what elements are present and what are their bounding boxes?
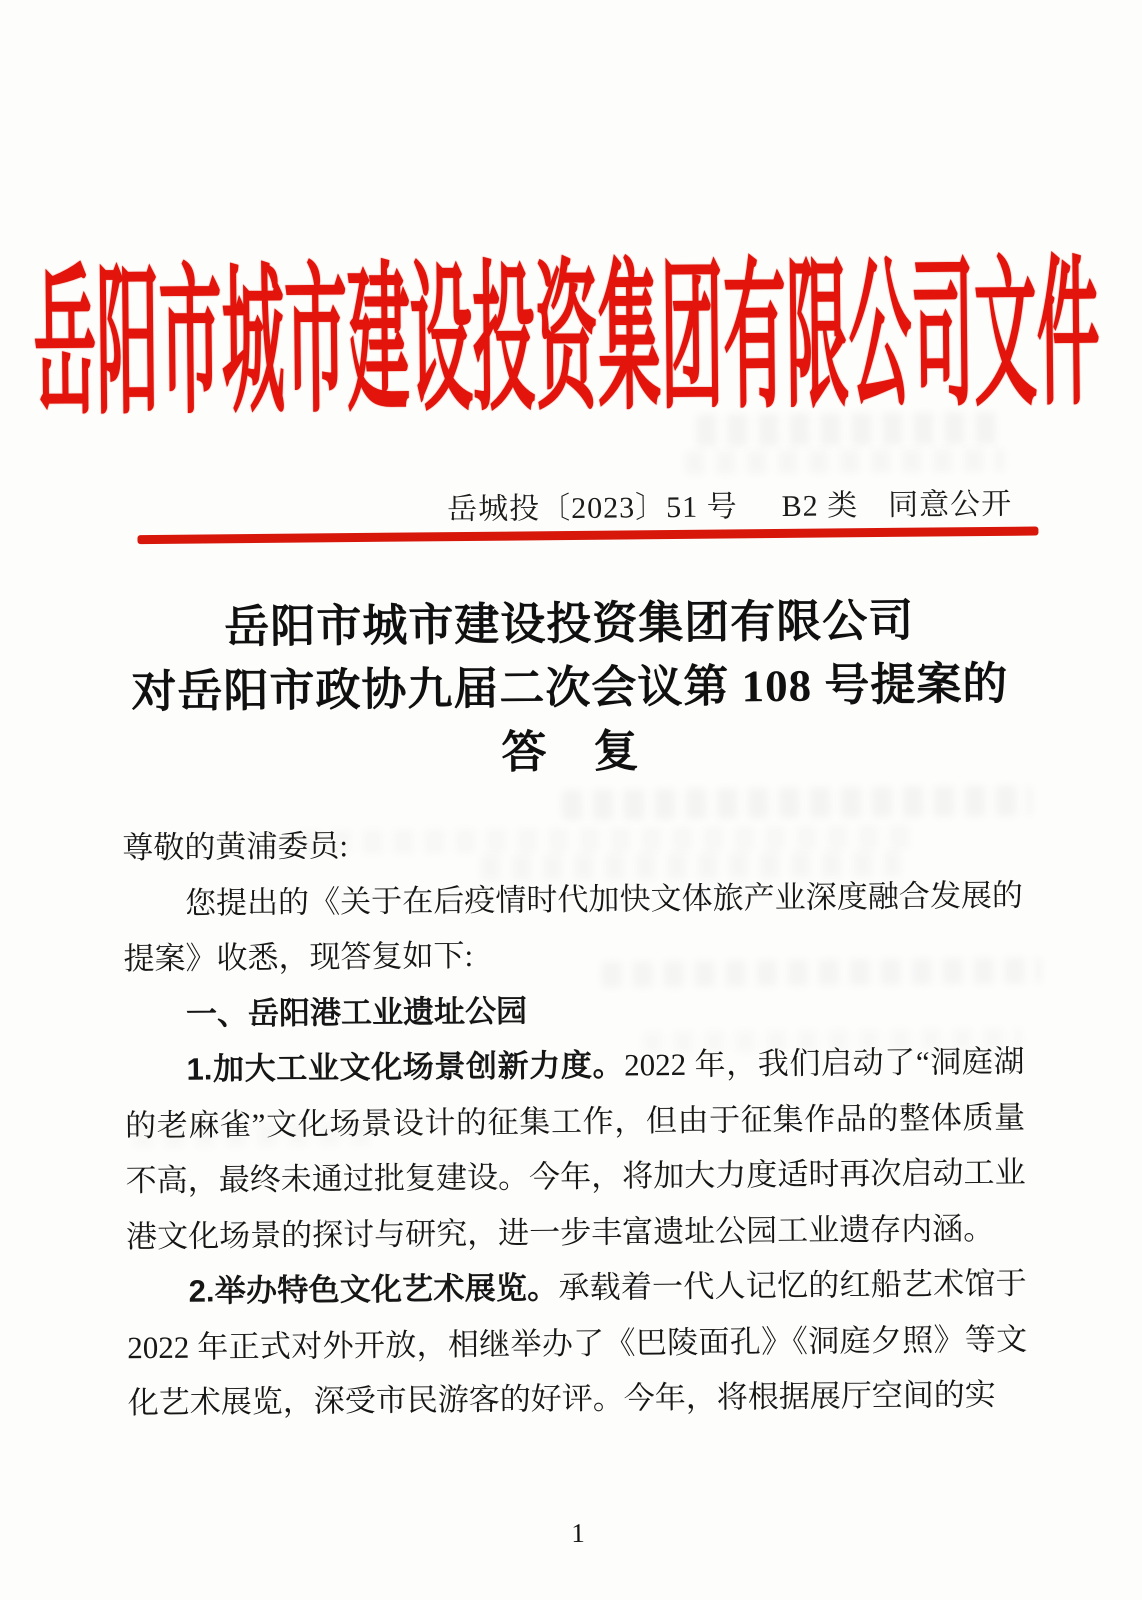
- letterhead-title: 岳阳市城市建设投资集团有限公司文件: [32, 247, 1101, 437]
- document-title-line3: 答 复: [501, 726, 640, 778]
- document-body: [122, 812, 1028, 1431]
- paragraph-item-2-text: 承载着一代人记忆的红船艺术馆于 2022 年正式对外开放，相继举办了《巴陵面孔》《洞庭夕照》等文化艺术展览，深受市民游客的好评。今年，将根据展厅空间的实: [127, 1265, 1028, 1421]
- paragraph-item-1: [124, 1034, 1026, 1265]
- section-heading-1: [124, 978, 1024, 1042]
- document-title-line1: 岳阳市城市建设投资集团有限公司: [224, 595, 915, 653]
- salutation: 尊敬的黄浦委员:: [122, 828, 349, 866]
- red-divider-rule: [137, 527, 1038, 545]
- bleedthrough-artifact: [685, 448, 1005, 475]
- paragraph-item-1-lead: 1.加大工业文化场景创新力度。: [186, 1047, 625, 1087]
- section-heading-1-label: 一、岳阳港工业遗址公园: [185, 992, 528, 1032]
- paragraph-intro-text: 您提出的《关于在后疫情时代加快文体旅产业深度融合发展的提案》收悉，现答复如下:: [123, 877, 1024, 977]
- document-category: B2 类: [781, 489, 859, 523]
- document-number-line: [447, 479, 1012, 528]
- paragraph-item-2: [126, 1256, 1028, 1431]
- publicity-label: 同意公开: [888, 487, 1013, 522]
- document-title: [0, 587, 1142, 790]
- page-number: 1: [571, 1517, 585, 1549]
- paragraph-item-1-text: 2022 年，我们启动了“洞庭湖的老麻雀”文化场景设计的征集工作，但由于征集作品的整体质量不高，最终未通过批复建设。今年，将加大力度适时再次启动工业港文化场景的探讨与研究，进一步丰富遗址公园工业遗存内涵。: [124, 1043, 1026, 1254]
- document-title-line2: 对岳阳市政协九届二次会议第 108 号提案的: [131, 658, 1009, 718]
- paragraph-intro: [123, 867, 1024, 987]
- document-number: 岳城投〔2023〕51 号: [447, 490, 738, 527]
- paragraph-item-2-lead: 2.举办特色文化艺术展览。: [188, 1270, 559, 1309]
